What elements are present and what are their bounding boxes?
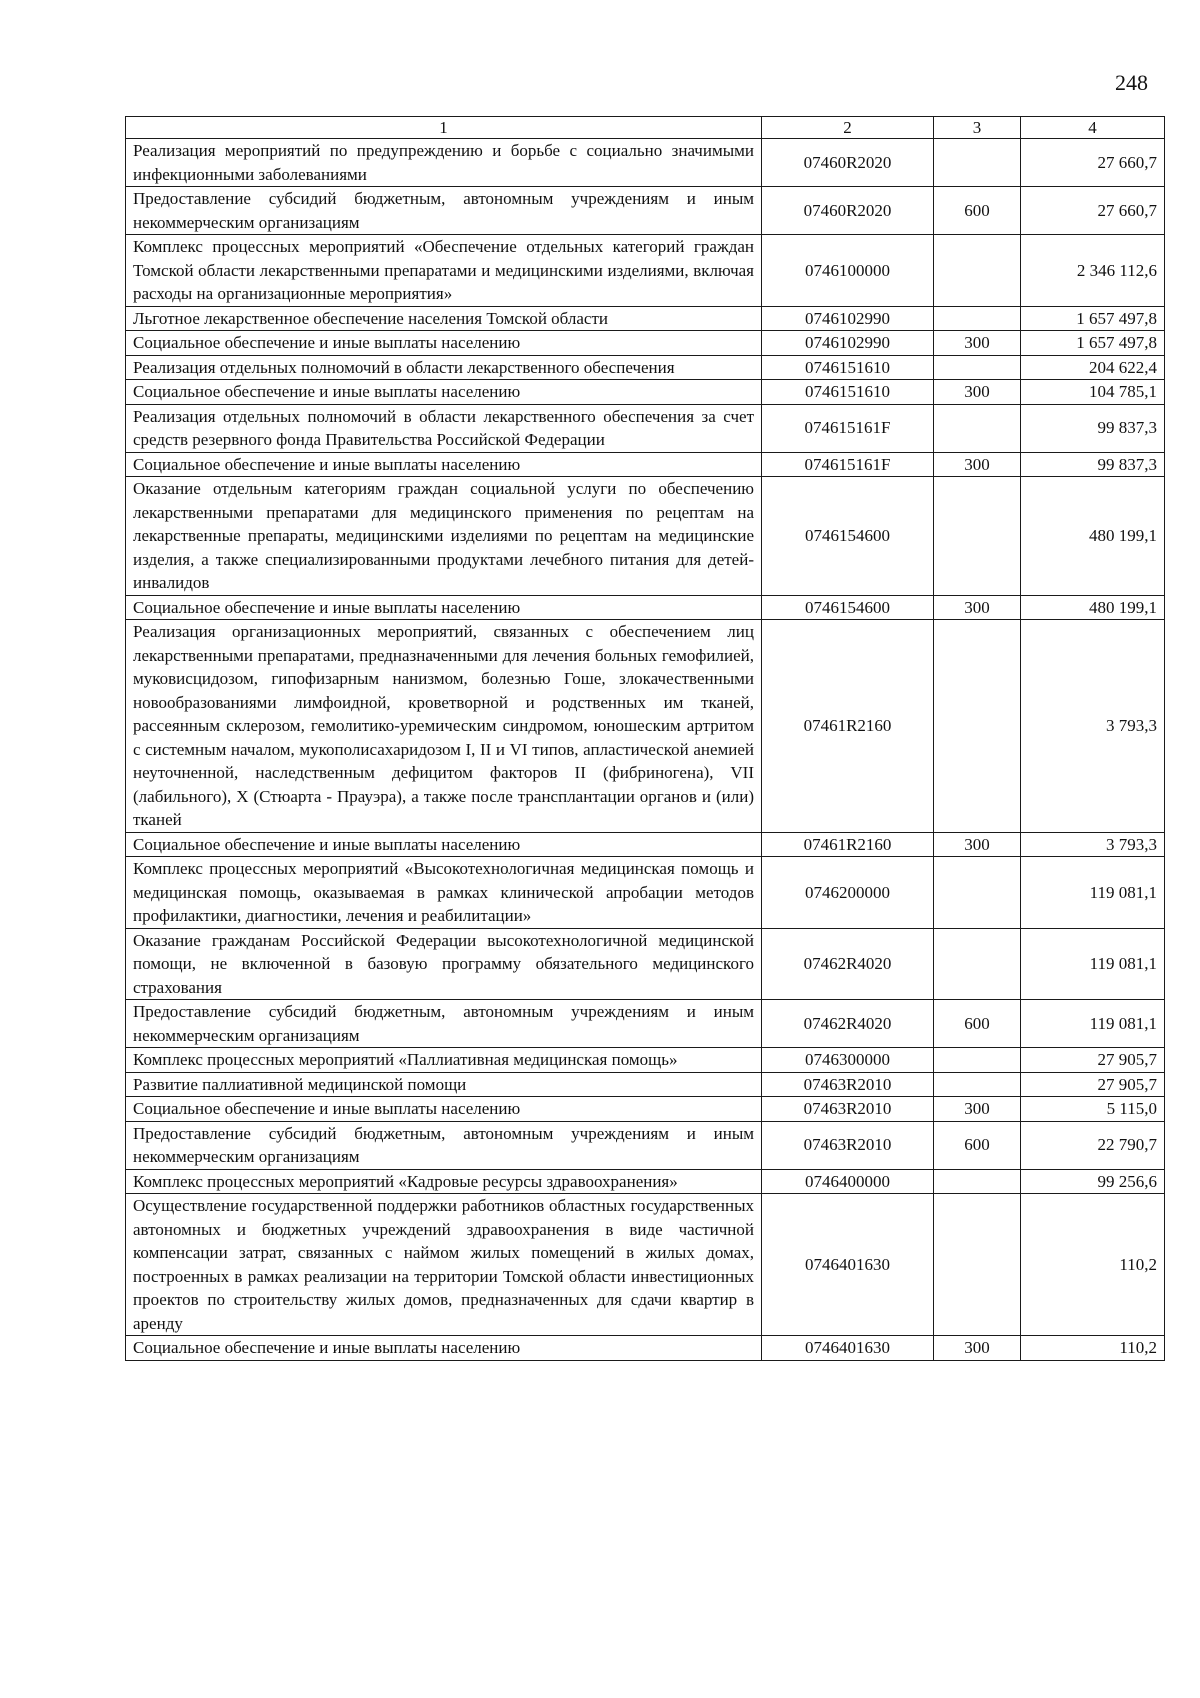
row-amount: 110,2 [1021, 1336, 1165, 1361]
row-code: 0746200000 [762, 857, 934, 929]
table-row [126, 1072, 1165, 1097]
table-row [126, 1169, 1165, 1194]
budget-table [125, 116, 1165, 1361]
row-code: 0746100000 [762, 235, 934, 307]
row-amount: 99 256,6 [1021, 1169, 1165, 1194]
row-code: 0746154600 [762, 477, 934, 596]
row-code: 07463R2010 [762, 1121, 934, 1169]
row-name: Социальное обеспечение и иные выплаты населению [126, 1336, 762, 1361]
row-expense-type: 300 [934, 1336, 1021, 1361]
table-row [126, 404, 1165, 452]
row-code: 07460R2020 [762, 187, 934, 235]
header-col-4: 4 [1021, 117, 1165, 139]
table-row [126, 139, 1165, 187]
row-name: Предоставление субсидий бюджетным, автономным учреждениям и иным некоммерческим организациям [126, 187, 762, 235]
row-name: Комплекс процессных мероприятий «Паллиативная медицинская помощь» [126, 1048, 762, 1073]
row-amount: 1 657 497,8 [1021, 331, 1165, 356]
row-amount: 204 622,4 [1021, 355, 1165, 380]
table-row [126, 306, 1165, 331]
row-code: 0746102990 [762, 306, 934, 331]
table-row [126, 187, 1165, 235]
row-code: 0746401630 [762, 1336, 934, 1361]
row-name: Реализация организационных мероприятий, связанных с обеспечением лиц лекарственными препаратами, предназначенными для лечения больных гемофилией, муковисцидозом, гипофизарным нанизмом, болезнью Гоше, злокачественными новообразованиями лимфоидной, кроветворной и родственных им тканей, рассеянным склерозом, гемолитико-уремическим синдромом, юношеским артритом с системным началом, мукополисахаридозом I, II и VI типов, апластической анемией неуточненной, наследственным дефицитом факторов II (фибриногена), VII (лабильного), X (Стюарта - Прауэра), а также после трансплантации органов и (или) тканей [126, 620, 762, 833]
table-row [126, 331, 1165, 356]
row-name: Осуществление государственной поддержки работников областных государственных автономных и бюджетных учреждений здравоохранения в виде частичной компенсации затрат, связанных с наймом жилых помещений в жилых домах, построенных в рамках реализации на территории Томской области инвестиционных проектов по строительству жилых домов, предназначенных для сдачи квартир в аренду [126, 1194, 762, 1336]
row-code: 07463R2010 [762, 1097, 934, 1122]
row-name: Социальное обеспечение и иные выплаты населению [126, 595, 762, 620]
table-body [126, 139, 1165, 1361]
row-expense-type: 300 [934, 832, 1021, 857]
table-row [126, 477, 1165, 596]
table-row [126, 832, 1165, 857]
row-name: Оказание отдельным категориям граждан социальной услуги по обеспечению лекарственными препаратами для медицинского применения по рецептам на лекарственные препараты, медицинскими изделиями по рецептам на медицинские изделия, а также специализированными продуктами лечебного питания для детей-инвалидов [126, 477, 762, 596]
header-row [126, 117, 1165, 139]
row-expense-type [934, 404, 1021, 452]
row-code: 07461R2160 [762, 832, 934, 857]
row-code: 07461R2160 [762, 620, 934, 833]
row-name: Комплекс процессных мероприятий «Кадровые ресурсы здравоохранения» [126, 1169, 762, 1194]
row-code: 07460R2020 [762, 139, 934, 187]
row-expense-type [934, 1169, 1021, 1194]
row-name: Социальное обеспечение и иные выплаты населению [126, 380, 762, 405]
row-expense-type: 600 [934, 1121, 1021, 1169]
row-amount: 99 837,3 [1021, 452, 1165, 477]
row-amount: 27 905,7 [1021, 1072, 1165, 1097]
row-expense-type: 300 [934, 380, 1021, 405]
row-code: 0746151610 [762, 380, 934, 405]
row-amount: 3 793,3 [1021, 832, 1165, 857]
header-col-3: 3 [934, 117, 1021, 139]
row-name: Реализация мероприятий по предупреждению и борьбе с социально значимыми инфекционными заболеваниями [126, 139, 762, 187]
table-row [126, 380, 1165, 405]
row-name: Социальное обеспечение и иные выплаты населению [126, 1097, 762, 1122]
row-name: Предоставление субсидий бюджетным, автономным учреждениям и иным некоммерческим организациям [126, 1121, 762, 1169]
table-row [126, 452, 1165, 477]
row-amount: 2 346 112,6 [1021, 235, 1165, 307]
row-amount: 119 081,1 [1021, 928, 1165, 1000]
row-amount: 5 115,0 [1021, 1097, 1165, 1122]
row-name: Предоставление субсидий бюджетным, автономным учреждениям и иным некоммерческим организациям [126, 1000, 762, 1048]
row-expense-type [934, 306, 1021, 331]
row-amount: 110,2 [1021, 1194, 1165, 1336]
row-expense-type: 300 [934, 595, 1021, 620]
row-expense-type [934, 139, 1021, 187]
row-expense-type [934, 857, 1021, 929]
row-code: 074615161F [762, 404, 934, 452]
row-code: 0746400000 [762, 1169, 934, 1194]
row-expense-type: 300 [934, 1097, 1021, 1122]
row-amount: 119 081,1 [1021, 1000, 1165, 1048]
row-code: 0746401630 [762, 1194, 934, 1336]
row-code: 0746300000 [762, 1048, 934, 1073]
row-name: Социальное обеспечение и иные выплаты населению [126, 832, 762, 857]
row-amount: 22 790,7 [1021, 1121, 1165, 1169]
page-number: 248 [1115, 70, 1148, 95]
row-name: Развитие паллиативной медицинской помощи [126, 1072, 762, 1097]
row-expense-type [934, 1194, 1021, 1336]
row-amount: 27 660,7 [1021, 139, 1165, 187]
row-amount: 27 660,7 [1021, 187, 1165, 235]
row-expense-type [934, 928, 1021, 1000]
row-name: Реализация отдельных полномочий в области лекарственного обеспечения за счет средств резервного фонда Правительства Российской Федерации [126, 404, 762, 452]
table-row [126, 857, 1165, 929]
row-expense-type [934, 355, 1021, 380]
table-row [126, 1048, 1165, 1073]
table-row [126, 620, 1165, 833]
row-name: Социальное обеспечение и иные выплаты населению [126, 452, 762, 477]
row-code: 07462R4020 [762, 928, 934, 1000]
table-header [126, 117, 1165, 139]
row-name: Социальное обеспечение и иные выплаты населению [126, 331, 762, 356]
row-amount: 99 837,3 [1021, 404, 1165, 452]
table-row [126, 1000, 1165, 1048]
row-expense-type [934, 620, 1021, 833]
row-expense-type [934, 235, 1021, 307]
row-expense-type: 600 [934, 187, 1021, 235]
table-row [126, 928, 1165, 1000]
row-code: 0746151610 [762, 355, 934, 380]
row-amount: 27 905,7 [1021, 1048, 1165, 1073]
header-col-1: 1 [126, 117, 762, 139]
header-col-2: 2 [762, 117, 934, 139]
row-name: Комплекс процессных мероприятий «Высокотехнологичная медицинская помощь и медицинская помощь, оказываемая в рамках клинической апробации методов профилактики, диагностики, лечения и реабилитации» [126, 857, 762, 929]
row-code: 0746154600 [762, 595, 934, 620]
table-row [126, 235, 1165, 307]
row-code: 07463R2010 [762, 1072, 934, 1097]
row-expense-type: 300 [934, 331, 1021, 356]
table-row [126, 1194, 1165, 1336]
table-row [126, 1097, 1165, 1122]
row-name: Комплекс процессных мероприятий «Обеспечение отдельных категорий граждан Томской области лекарственными препаратами и медицинскими изделиями, включая расходы на организационные мероприятия» [126, 235, 762, 307]
table-row [126, 1121, 1165, 1169]
row-expense-type [934, 1072, 1021, 1097]
row-code: 0746102990 [762, 331, 934, 356]
row-amount: 3 793,3 [1021, 620, 1165, 833]
row-name: Льготное лекарственное обеспечение населения Томской области [126, 306, 762, 331]
table-row [126, 595, 1165, 620]
row-amount: 480 199,1 [1021, 595, 1165, 620]
row-amount: 1 657 497,8 [1021, 306, 1165, 331]
row-name: Реализация отдельных полномочий в области лекарственного обеспечения [126, 355, 762, 380]
row-amount: 480 199,1 [1021, 477, 1165, 596]
table-row [126, 355, 1165, 380]
row-code: 07462R4020 [762, 1000, 934, 1048]
row-expense-type: 300 [934, 452, 1021, 477]
table-row [126, 1336, 1165, 1361]
row-amount: 119 081,1 [1021, 857, 1165, 929]
row-amount: 104 785,1 [1021, 380, 1165, 405]
row-expense-type [934, 477, 1021, 596]
row-expense-type: 600 [934, 1000, 1021, 1048]
row-expense-type [934, 1048, 1021, 1073]
row-name: Оказание гражданам Российской Федерации высокотехнологичной медицинской помощи, не включенной в базовую программу обязательного медицинского страхования [126, 928, 762, 1000]
row-code: 074615161F [762, 452, 934, 477]
